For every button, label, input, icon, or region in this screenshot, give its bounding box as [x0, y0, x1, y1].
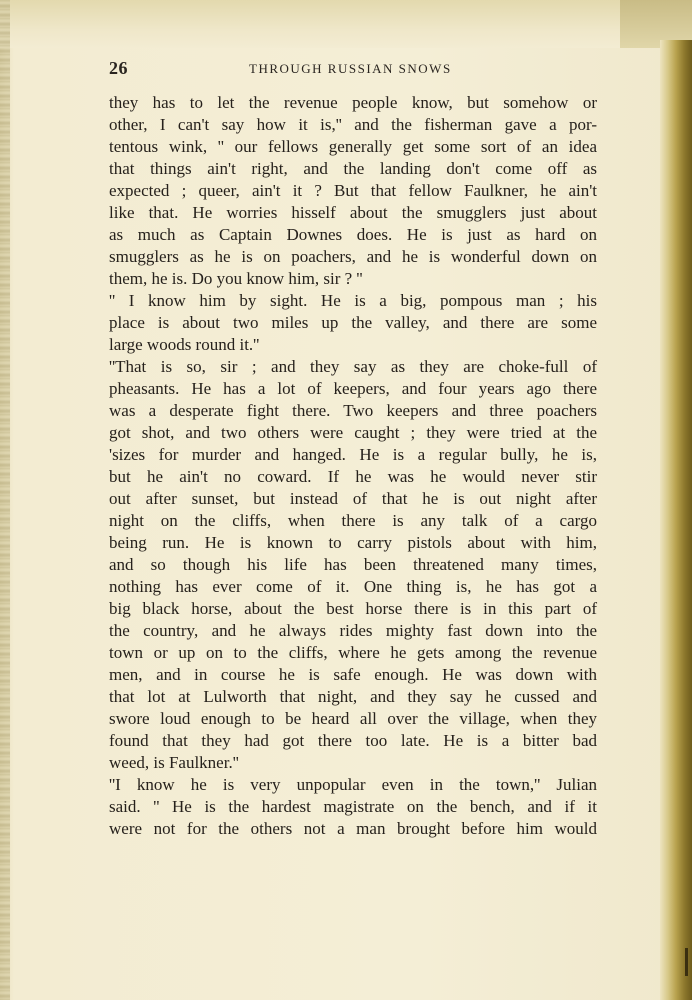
text-line: were not for the others not a man brought before him would	[109, 819, 597, 838]
text-line: expected ; queer, ain't it ? But that fellow Faulkner, he ain't	[109, 181, 597, 200]
text-line: big black horse, about the best horse there is in this part of	[109, 599, 597, 618]
text-line: got shot, and two others were caught ; they were tried at the	[109, 423, 597, 442]
text-line: out after sunset, but instead of that he is out night after	[109, 489, 597, 508]
text-line: and so though his life has been threatened many times,	[109, 555, 597, 574]
text-line: ''That is so, sir ; and they say as they are choke-full of	[109, 357, 597, 376]
page-right-edge	[660, 40, 692, 1000]
text-line: found that they had got there too late. He is a bitter bad	[109, 731, 597, 750]
text-line: like that. He worries hisself about the smugglers just about	[109, 203, 597, 222]
text-line: that things ain't right, and the landing don't come off as	[109, 159, 597, 178]
page-header	[109, 58, 597, 82]
text-line: '' I know him by sight. He is a big, pompous man ; his	[109, 291, 597, 310]
text-line: 'sizes for murder and hanged. He is a regular bully, he is,	[109, 445, 597, 464]
page-number: 26	[109, 58, 128, 78]
text-line: men, and in course he is safe enough. He was down with	[109, 665, 597, 684]
text-line: the country, and he always rides mighty fast down into the	[109, 621, 597, 640]
page-binding-edge	[0, 0, 10, 1000]
text-line: nothing has ever come of it. One thing is, he has got a	[109, 577, 597, 596]
text-line: large woods round it.''	[109, 335, 260, 354]
text-line: smugglers as he is on poachers, and he is wonderful down on	[109, 247, 597, 266]
text-line: other, I can't say how it is,'' and the fisherman gave a por-	[109, 115, 597, 134]
text-line: swore loud enough to be heard all over the village, when they	[109, 709, 597, 728]
text-line: as much as Captain Downes does. He is just as hard on	[109, 225, 597, 244]
text-line: being run. He is known to carry pistols about with him,	[109, 533, 597, 552]
text-line: they has to let the revenue people know, but somehow or	[109, 93, 597, 112]
text-line: pheasants. He has a lot of keepers, and four years ago there	[109, 379, 597, 398]
text-line: tentous wink, '' our fellows generally get some sort of an idea	[109, 137, 597, 156]
text-line: town or up on to the cliffs, where he gets among the revenue	[109, 643, 597, 662]
running-head: THROUGH RUSSIAN SNOWS	[249, 61, 452, 76]
page-top-edge	[0, 0, 692, 48]
text-line: night on the cliffs, when there is any talk of a cargo	[109, 511, 597, 530]
text-line: but he ain't no coward. If he was he would never stir	[109, 467, 597, 486]
text-line: place is about two miles up the valley, and there are some	[109, 313, 597, 332]
text-line: was a desperate fight there. Two keepers and three poachers	[109, 401, 597, 420]
text-line: that lot at Lulworth that night, and they say he cussed and	[109, 687, 597, 706]
text-line: weed, is Faulkner.''	[109, 753, 239, 772]
text-line: said. '' He is the hardest magistrate on the bench, and if it	[109, 797, 597, 816]
text-line: ''I know he is very unpopular even in the town,'' Julian	[109, 775, 597, 794]
page-edge-mark	[685, 948, 688, 976]
body-text	[109, 92, 597, 840]
text-line: them, he is. Do you know him, sir ? ''	[109, 269, 363, 288]
